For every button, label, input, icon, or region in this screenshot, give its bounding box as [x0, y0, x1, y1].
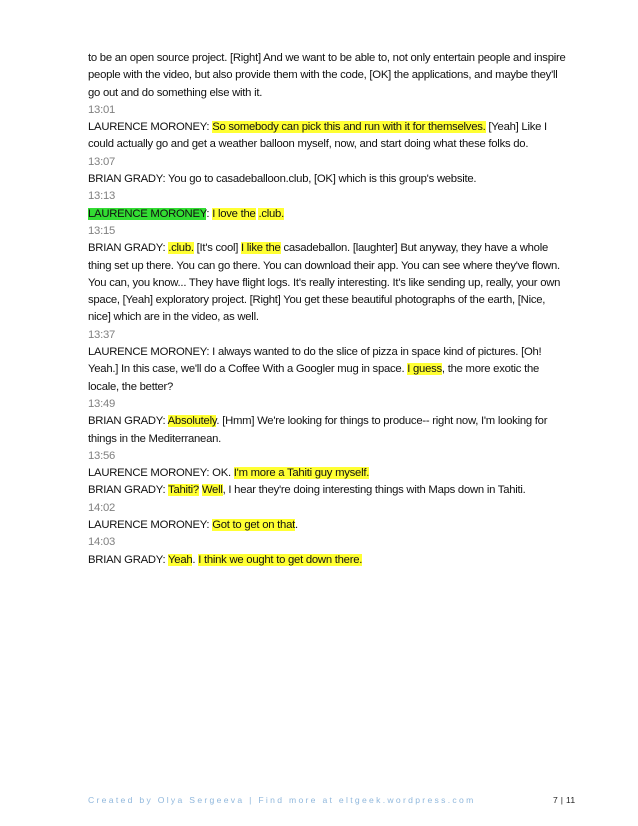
highlighted-text: I like the — [241, 242, 281, 255]
speaker-line — [88, 206, 566, 223]
highlighted-text: I love the — [212, 207, 256, 220]
timestamp: 14:02 — [88, 501, 116, 514]
speaker-line — [88, 552, 566, 569]
speaker-line — [88, 240, 566, 326]
line-text: , I hear they're doing interesting things with Maps down in Tahiti. — [222, 484, 526, 497]
speaker-line — [88, 413, 566, 448]
timestamp: 13:01 — [88, 103, 116, 116]
timestamp: 13:13 — [88, 190, 116, 203]
timestamp: 13:07 — [88, 155, 116, 168]
transcript-intro: to be an open source project. [Right] And we want to be able to, not only entertain people and inspire people with the video, but also provide them with the code, [OK] the applications, and maybe they'll go out and do something else with it. — [88, 52, 566, 99]
line-text: LAURENCE MORONEY: OK. — [88, 467, 234, 480]
line-text: : — [206, 207, 213, 220]
speaker-line — [88, 344, 566, 396]
page-number: 7 | 11 — [553, 795, 576, 805]
highlighted-text: Got to get on that — [212, 519, 295, 532]
highlighted-text: I guess — [407, 363, 442, 376]
highlighted-speaker: LAURENCE MORONEY — [88, 207, 207, 220]
transcript-body — [88, 50, 566, 569]
timestamp: 14:03 — [88, 536, 116, 549]
line-text: [Yeah] Like I could actually go and get a weather balloon myself, now, and start doing what these folks do. — [88, 121, 547, 151]
line-text: . [Hmm] We're looking for things to produce-- right now, I'm looking for things in the Mediterranean. — [88, 415, 548, 445]
highlighted-text: So somebody can pick this and run with it for themselves. — [212, 121, 486, 134]
line-text: , the more exotic the locale, the better? — [88, 363, 540, 393]
timestamp: 13:49 — [88, 397, 116, 410]
timestamp: 13:37 — [88, 328, 116, 341]
highlighted-text: Yeah — [168, 553, 193, 566]
transcript-entries — [88, 102, 566, 569]
line-text: LAURENCE MORONEY: I always wanted to do the slice of pizza in space kind of pictures. [Oh! Yeah.] In this case, we'll do a Coffee With a Googler mug in space. — [88, 346, 542, 376]
line-text: BRIAN GRADY: — [88, 242, 169, 255]
line-text: LAURENCE MORONEY: — [88, 121, 213, 134]
highlighted-text: Well — [201, 484, 223, 497]
highlighted-text: Tahiti? — [168, 484, 199, 497]
highlighted-text: Absolutely — [167, 415, 217, 428]
highlighted-text: .club. — [168, 242, 194, 255]
speaker-line — [88, 482, 566, 499]
line-text: casadeballon. [laughter] But anyway, they have a whole thing set up there. You can go there. You can download their app. You can see where they've flown. You can, you know... They have flight logs. It's really interesting. It's like sending up, really, your own space, [Yeah] exploratory project. [Right] You get these beautiful photographs of the earth, [Nice, nice] which are in the video, as well. — [88, 242, 561, 324]
line-text: [It's cool] — [193, 242, 242, 255]
line-text: BRIAN GRADY: — [88, 415, 168, 428]
speaker-line — [88, 465, 566, 482]
highlighted-text: I think we ought to get down there. — [198, 553, 363, 566]
highlighted-text: .club. — [258, 207, 284, 220]
line-text: LAURENCE MORONEY: — [88, 519, 213, 532]
line-text: BRIAN GRADY: — [88, 553, 169, 566]
line-text: . — [192, 553, 199, 566]
highlighted-text: I'm more a Tahiti guy myself. — [233, 467, 370, 480]
line-text: . — [295, 519, 298, 532]
line-text: BRIAN GRADY: — [88, 484, 169, 497]
speaker-line — [88, 517, 566, 534]
speaker-line — [88, 119, 566, 154]
speaker-line — [88, 171, 566, 188]
footer-credit: Created by Olya Sergeeva | Find more at eltgeek.wordpress.com — [88, 795, 476, 805]
timestamp: 13:15 — [88, 224, 116, 237]
timestamp: 13:56 — [88, 449, 116, 462]
line-text: BRIAN GRADY: You go to casadeballoon.club, [OK] which is this group's website. — [88, 173, 477, 186]
